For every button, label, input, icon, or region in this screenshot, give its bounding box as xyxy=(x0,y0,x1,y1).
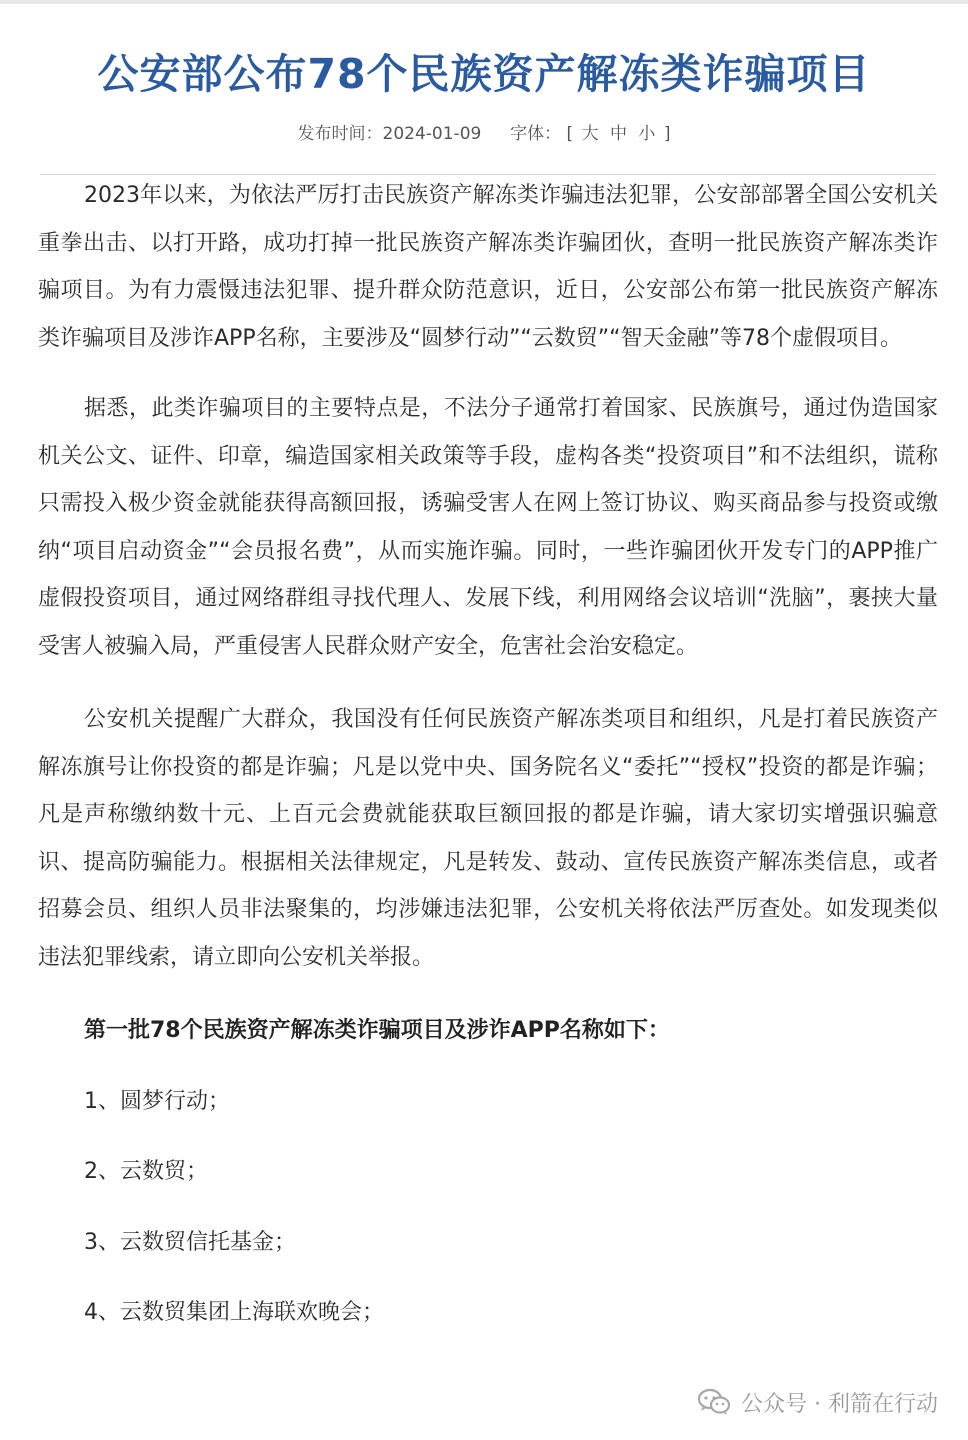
bracket-close: ] xyxy=(663,124,671,144)
paragraph-warning: 公安机关提醒广大群众，我国没有任何民族资产解冻类项目和组织，凡是打着民族资产解冻旗号让你投资的都是诈骗；凡是以党中央、国务院名义“委托”“授权”投资的都是诈骗；凡是声称缴纳数十元、上百元会费就能获取巨额回报的都是诈骗，请大家切实增强识骗意识、提高防骗能力。根据相关法律规定，凡是转发、鼓动、宣传民族资产解冻类信息，或者招募会员、组织人员非法聚集的，均涉嫌违法犯罪，公安机关将依法严厉查处。如发现类似违法犯罪线索，请立即向公安机关举报。 xyxy=(38,707,938,970)
font-size-large-link[interactable]: 大 xyxy=(581,124,599,144)
paragraph-intro: 2023年以来，为依法严厉打击民族资产解冻类诈骗违法犯罪，公安部部署全国公安机关重拳出击、以打开路，成功打掉一批民族资产解冻类诈骗团伙，查明一批民族资产解冻类诈骗项目。为有力震慑违法犯罪、提升群众防范意识，近日，公安部公布第一批民族资产解冻类诈骗项目及涉诈APP名称，主要涉及“圆梦行动”“云数贸”“智天金融”等78个虚假项目。 xyxy=(38,183,938,351)
article-meta xyxy=(0,120,968,148)
bracket-open: [ xyxy=(566,124,574,144)
paragraph-characteristics: 据悉，此类诈骗项目的主要特点是，不法分子通常打着国家、民族旗号，通过伪造国家机关公文、证件、印章，编造国家相关政策等手段，虚构各类“投资项目”和不法组织，谎称只需投入极少资金就能获得高额回报，诱骗受害人在网上签订协议、购买商品参与投资或缴纳“项目启动资金”“会员报名费”，从而实施诈骗。同时，一些诈骗团伙开发专门的APP推广虚假投资项目，通过网络群组寻找代理人、发展下线，利用网络会议培训“洗脑”，裹挟大量受害人被骗入局，严重侵害人民群众财产安全，危害社会治安稳定。 xyxy=(38,396,938,659)
list-item: 2、云数贸； xyxy=(84,1159,208,1184)
font-size-small-link[interactable]: 小 xyxy=(638,124,656,144)
list-heading: 第一批78个民族资产解冻类诈骗项目及涉诈APP名称如下： xyxy=(84,1018,670,1043)
font-size-label: 字体： xyxy=(510,124,562,144)
article-body xyxy=(38,172,938,1337)
watermark xyxy=(697,1384,938,1420)
watermark-text: 公众号 · 利箭在行动 xyxy=(741,1391,938,1417)
top-divider xyxy=(0,0,968,4)
publish-date: 发布时间：2024-01-09 xyxy=(297,124,482,144)
list-item: 4、云数贸集团上海联欢晚会； xyxy=(84,1300,384,1325)
article-title: 公安部公布78个民族资产解冻类诈骗项目 xyxy=(97,50,871,98)
wechat-icon xyxy=(697,1388,731,1416)
list-item: 1、圆梦行动； xyxy=(84,1088,230,1114)
project-list xyxy=(38,1078,938,1337)
font-size-medium-link[interactable]: 中 xyxy=(610,124,627,144)
list-item: 3、云数贸信托基金； xyxy=(84,1229,296,1255)
